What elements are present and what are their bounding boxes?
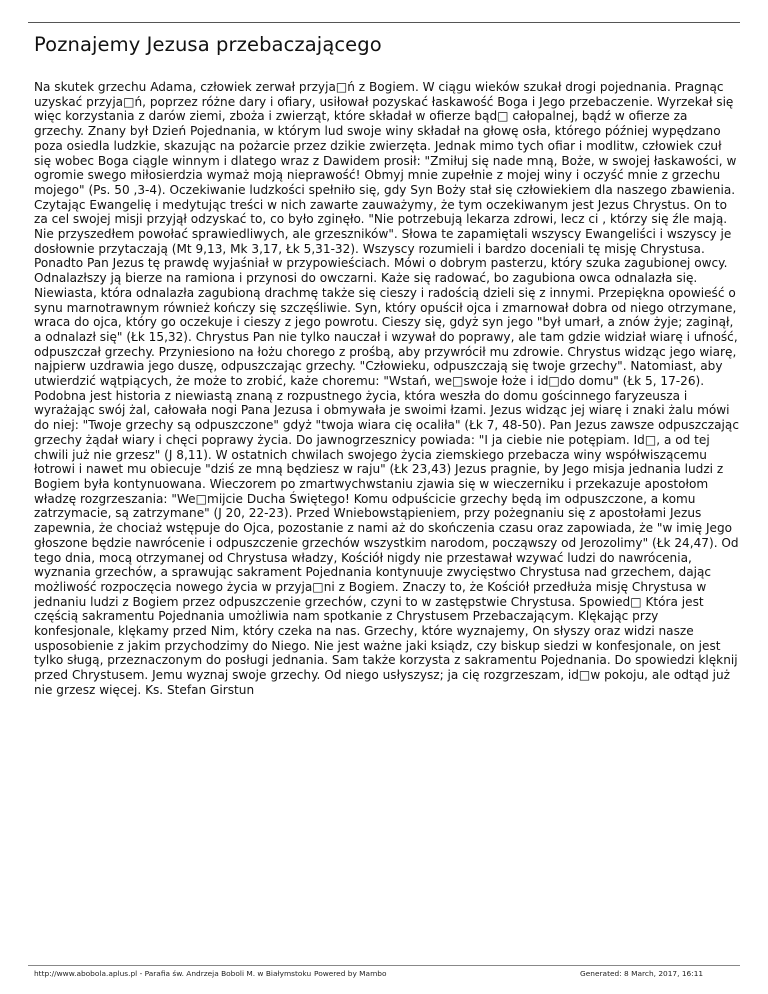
footer-powered-by: Powered by Mambo — [314, 969, 387, 978]
footer-divider — [28, 965, 740, 966]
page-title: Poznajemy Jezusa przebaczającego — [34, 33, 382, 56]
article-body: Na skutek grzechu Adama, człowiek zerwał przyja□ń z Bogiem. W ciągu wieków szukał drogi pojednania. Pragnąc uzyskać przyja□ń, poprzez różne dary i ofiary, usiłował pozyskać łaskawość Boga i Jego przebaczenie. Wyrzekał się więc korzystania z darów ziemi, zboża i zwierząt, które składał w ofierze bąd□ całopalnej, bądź w ofierze za grzechy. Znany był Dzień Pojednania, w którym lud swoje winy składał na głowę osła, którego później wypędzano poza osiedla ludzkie, skazując na pożarcie przez dzikie zwierzęta. Jednak mimo tych ofiar i modlitw, człowiek czuł się wobec Boga ciągle winnym i dlatego wraz z Dawidem prosił: "Zmiłuj się nade mną, Boże, w swojej łaskawości, w ogromie swego miłosierdzia wymaż moją nieprawość! Obmyj mnie zupełnie z mojej winy i oczyść mnie z grzechu mojego" (Ps. 50 ,3-4). Oczekiwanie ludzkości spełniło się, gdy Syn Boży stał się człowiekiem dla naszego zbawienia. Czytając Ewangelię i medytując treści w nich zawarte zauważymy, że tym oczekiwanym jest Jezus Chrystus. On to za cel swojej misji przyjął odzyskać to, co było zginęło. "Nie potrzebują lekarza zdrowi, lecz ci , którzy się źle mają. Nie przyszedłem powołać sprawiedliwych, ale grzeszników". Słowa te zapamiętali wszyscy Ewangeliści i wszyscy je dosłownie przytaczają (Mt 9,13, Mk 3,17, Łk 5,31-32). Wszyscy rozumieli i bardzo doceniali tę misję Chrystusa. Ponadto Pan Jezus tę prawdę wyjaśniał w przypowieściach. Mówi o dobrym pasterzu, który szuka zagubionej owcy. Odnalazłszy ją bierze na ramiona i przynosi do owczarni. Każe się radować, bo zagubiona owca odnalazła się. Niewiasta, która odnalazła zagubioną drachmę także się cieszy i radością dzieli się z innymi. Przepiękna opowieść o synu marnotrawnym również kończy się szczęśliwie. Syn, który opuścił ojca i zmarnował dobra od niego otrzymane, wraca do ojca, który go oczekuje i cieszy z jego powrotu. Cieszy się, gdyż syn jego "był umarł, a znów żyje; zaginął, a odnalazł się" (Łk 15,32). Chrystus Pan nie tylko nauczał i wzywał do poprawy, ale tam gdzie widział wiarę i ufność, odpuszczał grzechy. Przyniesiono na łożu chorego z prośbą, aby przywrócił mu zdrowie. Chrystus widząc jego wiarę, najpierw uzdrawia jego duszę, odpuszczając grzechy. "Człowieku, odpuszczają się twoje grzechy". Natomiast, aby utwierdzić wątpiących, że może to zrobić, każe choremu: "Wstań, we□swoje łoże i id□do domu" (Łk 5, 17-26). Podobna jest historia z niewiastą znaną z rozpustnego życia, która weszła do domu gościnnego faryzeusza i wyrażając swój żal, całowała nogi Pana Jezusa i obmywała je swoimi łzami. Jezus widząc jej wiarę i znaki żalu mówi do niej: "Twoje grzechy są odpuszczone" gdyż "twoja wiara cię ocaliła" (Łk 7, 48-50). Pan Jezus zawsze odpuszczając grzechy żądał wiary i chęci poprawy życia. Do jawnogrzesznicy powiada: "I ja ciebie nie potępiam. Id□, a od tej chwili już nie grzesz" (J 8,11). W ostatnich chwilach swojego życia ziemskiego przebacza winy współwiszącemu łotrowi i nawet mu obiecuje "dziś ze mną będziesz w raju" (Łk 23,43) Jezus pragnie, by Jego misja jednania ludzi z Bogiem była kontynuowana. Wieczorem po zmartwychwstaniu zjawia się w wieczerniku i przekazuje apostołom władzę rozgrzeszania: "We□mijcie Ducha Świętego! Komu odpuścicie grzechy będą im odpuszczone, a komu zatrzymacie, są zatrzymane" (J 20, 22-23). Przed Wniebowstąpieniem, przy pożegnaniu się z apostołami Jezus zapewnia, że chociaż wstępuje do Ojca, pozostanie z nami aż do skończenia czasu oraz zapowiada, że "w imię Jego głoszone będzie nawrócenie i odpuszczenie grzechów wszystkim narodom, począwszy od Jerozolimy" (Łk 24,47). Od tego dnia, mocą otrzymanej od Chrystusa władzy, Kościół nigdy nie przestawał wzywać ludzi do nawrócenia, wyznania grzechów, a sprawując sakrament Pojednania kontynuuje zwycięstwo Chrystusa nad grzechem, dając możliwość rozpoczęcia nowego życia w przyja□ni z Bogiem. Znaczy to, że Kościół przedłuża misję Chrystusa w jednaniu ludzi z Bogiem przez odpuszczenie grzechów, czyni to w zastępstwie Chrystusa. Spowied□ Która jest częścią sakramentu Pojednania umożliwia nam spotkanie z Chrystusem Przebaczającym. Klękając przy konfesjonale, klękamy przed Nim, który czeka na nas. Grzechy, które wyznajemy, On słyszy oraz widzi nasze usposobienie z jakim przychodzimy do Niego. Nie jest ważne jaki ksiądz, czy biskup siedzi w konfesjonale, on jest tylko sługą, przeznaczonym do posługi jednania. Sam także korzysta z sakramentu Pojednania. Do spowiedzi klęknij przed Chrystusem. Jemu wyznaj swoje grzechy. Od niego usłyszysz; ja cię rozgrzeszam, id□w pokoju, ale odtąd już nie grzesz więcej. Ks. Stefan Girstun — [34, 80, 739, 697]
footer-site-url: http://www.abobola.aplus.pl - Parafia św. Andrzeja Boboli M. w Białymstoku — [34, 969, 312, 978]
header-divider — [28, 22, 740, 23]
footer-generated-date: Generated: 8 March, 2017, 16:11 — [580, 969, 704, 978]
